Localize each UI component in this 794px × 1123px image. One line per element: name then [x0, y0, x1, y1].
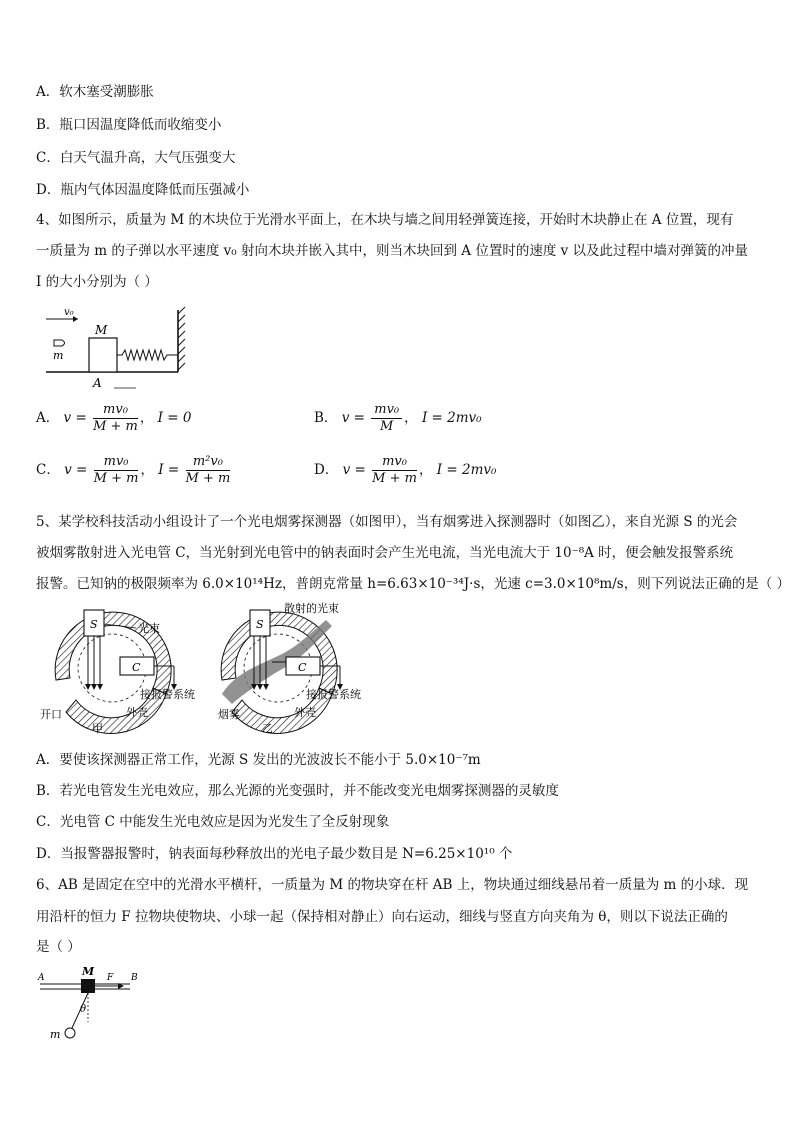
q4-a-v-fraction: [93, 402, 138, 435]
label-v0: v₀: [64, 307, 74, 318]
q3-option-a: A．软木塞受潮膨胀: [36, 84, 154, 100]
frac-num: mv₀: [93, 402, 138, 419]
q4-b-v-fraction: [371, 402, 402, 435]
q4-d-impulse: I = 2mv₀: [436, 462, 497, 478]
frac-num: mv₀: [371, 402, 402, 419]
q4-option-d-label: D．: [314, 462, 339, 478]
q5-option-a: A．要使该探测器正常工作，光源 S 发出的光波波长不能小于 5.0×10⁻⁷m: [36, 752, 481, 768]
q3-option-d: D．瓶内气体因温度降低而压强减小: [36, 182, 250, 198]
q4-stem-line-3: I 的大小分别为（ ）: [36, 274, 158, 290]
q4-option-b: B． v = $\frac{\text{mv₀}}{M}$ ， I = 2mv₀: [314, 402, 482, 434]
yi-scattered-label: 散射的光束: [284, 602, 339, 615]
q3-option-c: C．白天气温升高，大气压强变大: [36, 150, 236, 166]
q5-option-c: C．光电管 C 中能发生光电效应是因为光发生了全反射现象: [36, 814, 390, 830]
q6-label-A: A: [38, 973, 45, 983]
jia-label-S: S: [90, 618, 98, 631]
q4-a-impulse: I = 0: [157, 410, 192, 426]
q5-stem-line-1: 5、某学校科技活动小组设计了一个光电烟雾探测器（如图甲），当有烟雾进入探测器时（如图乙），来自光源 S 的光会: [36, 514, 738, 530]
jia-opening-label: 开口: [40, 708, 62, 721]
block-m: [89, 338, 117, 372]
q5-option-b: B．若光电管发生光电效应，那么光源的光变强时，并不能改变光电烟雾探测器的灵敏度: [36, 783, 559, 799]
label-M: M: [95, 323, 108, 337]
q4-stem-line-1: 4、如图所示，质量为 M 的木块位于光滑水平面上，在木块与墙之间用轻弹簧连接，开始时木块静止在 A 位置，现有: [36, 212, 734, 228]
v-eq: v =: [64, 462, 88, 478]
yi-shell-label: 外壳: [294, 706, 316, 719]
v-eq: v =: [342, 462, 366, 478]
jia-shell-label: 外壳: [126, 706, 148, 719]
v-eq: v =: [341, 410, 365, 426]
q5-option-d: D．当报警器报警时，钠表面每秒释放出的光电子最少数目是 N=6.25×10¹⁰ 个: [36, 846, 513, 862]
frac-num: m²v₀: [186, 454, 231, 471]
q4-option-a: A． v = $\frac{\text{mv₀}}{M + m}$ ， I = 0: [36, 402, 192, 434]
q4-c-v-fraction: [94, 454, 139, 487]
jia-beam-label: 光束: [138, 622, 160, 635]
q6-ball: [65, 1028, 75, 1038]
frac-den: M + m: [93, 471, 139, 486]
frac-den: M + m: [93, 419, 138, 434]
q4-figure-spring-block: [40, 302, 190, 394]
bullet: [54, 340, 65, 346]
q6-label-F: F: [107, 973, 114, 983]
q5-stem-line-2: 被烟雾散射进入光电管 C，当光射到光电管中的钠表面时会产生光电流，当光电流大于 10⁻⁸A 时，便会触发报警系统: [36, 545, 734, 561]
jia-label-C: C: [132, 661, 141, 674]
v-eq: v =: [63, 410, 87, 426]
q6-label-theta: θ: [80, 1004, 87, 1015]
yi-caption: 乙: [262, 722, 273, 735]
q5-stem-line-3: 报警。已知钠的极限频率为 6.0×10¹⁴Hz，普朗克常量 h=6.63×10⁻³⁴J·s，光速 c=3.0×10⁸m/s，则下列说法正确的是（ ）: [36, 576, 790, 592]
yi-label-S: S: [256, 618, 264, 631]
frac-num: mv₀: [94, 454, 139, 471]
frac-num: mv₀: [372, 454, 417, 471]
q6-figure-rod-block-ball: [34, 962, 154, 1046]
q4-b-impulse: I = 2mv₀: [421, 410, 482, 426]
yi-smoke-label: 烟雾: [218, 708, 240, 721]
spring: [117, 350, 178, 360]
yi-label-C: C: [298, 661, 307, 674]
jia-alarm-label: 接报警系统: [140, 688, 195, 701]
q6-label-M: M: [82, 965, 95, 978]
q6-stem-line-3: 是（ ）: [36, 939, 81, 955]
figure-yi: [218, 602, 361, 735]
figure-jia: [40, 610, 195, 735]
i-eq: I =: [158, 462, 180, 478]
q4-option-a-label: A．: [36, 410, 60, 426]
q4-stem-line-2: 一质量为 m 的子弹以水平速度 v₀ 射向木块并嵌入其中，则当木块回到 A 位置时的速度 v 以及此过程中墙对弹簧的冲量: [36, 243, 749, 259]
label-m: m: [53, 349, 64, 362]
q6-label-m: m: [50, 1028, 61, 1041]
q4-option-b-label: B．: [314, 410, 338, 426]
q6-block: [81, 979, 95, 993]
q3-option-b: B．瓶口因温度降低而收缩变小: [36, 117, 222, 133]
q4-option-c-label: C．: [36, 462, 60, 478]
q4-c-i-fraction: [186, 454, 231, 487]
frac-den: M + m: [372, 471, 417, 486]
label-A: A: [93, 376, 102, 390]
q6-stem-line-1: 6、AB 是固定在空中的光滑水平横杆，一质量为 M 的物块穿在杆 AB 上，物块通过细线悬吊着一质量为 m 的小球．现: [36, 877, 749, 893]
q4-d-v-fraction: [372, 454, 417, 487]
q5-figure-smoke-detector: [36, 602, 376, 738]
jia-caption: 甲: [92, 722, 103, 735]
q4-option-c: C． v = $\frac{\text{mv₀}}{M + m}$ ， I = $\frac{\text{m²v₀}}{M + m}$: [36, 454, 231, 486]
yi-alarm-label: 接报警系统: [306, 688, 361, 701]
frac-den: M: [380, 419, 394, 434]
q6-stem-line-2: 用沿杆的恒力 F 拉物块使物块、小球一起（保持相对静止）向右运动，细线与竖直方向夹角为 θ，则以下说法正确的: [36, 909, 728, 925]
frac-den: M + m: [185, 471, 231, 486]
q6-label-B: B: [131, 973, 138, 983]
q4-option-d: D． v = $\frac{\text{mv₀}}{M + m}$ ， I = 2mv₀: [314, 454, 497, 486]
